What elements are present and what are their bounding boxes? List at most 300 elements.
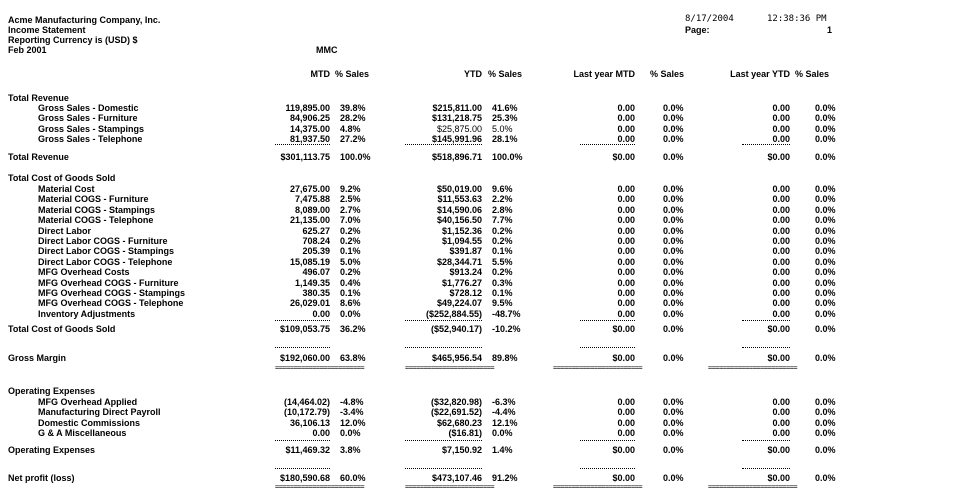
col-ytd: YTD (464, 69, 482, 79)
cell-ly-ytd: 0.00 (772, 215, 790, 226)
row-label: Gross Sales - Stampings (38, 123, 145, 134)
cell-ytd: $62,680.23 (436, 417, 482, 428)
cell-ly-mtd-pct: 0.0% (663, 267, 684, 278)
double-underline: ======================== (405, 364, 495, 372)
col-ly-mtd: Last year MTD (573, 69, 635, 79)
cell-ly-mtd: 0.00 (617, 277, 635, 288)
col-mtd: MTD (310, 69, 330, 79)
cell-ytd: ($16.81) (448, 428, 482, 439)
cell-ly-mtd-pct: 0.0% (663, 194, 684, 205)
cell-ytd: $28,344.71 (436, 256, 482, 267)
row-label: Gross Margin (8, 353, 67, 363)
cell-ly-mtd-pct: 0.0% (663, 184, 684, 194)
cell-ly-mtd: 0.00 (617, 225, 635, 236)
section-title-revenue: Total Revenue (8, 93, 69, 103)
cell-mtd: 36,106.13 (289, 417, 330, 428)
subtotal-rule (580, 440, 635, 441)
row-label: Material COGS - Stampings (38, 204, 156, 215)
cell-ly-ytd-pct: 0.0% (815, 194, 836, 205)
cell-ytd: $1,152.36 (441, 225, 482, 236)
double-underline: ======================== (708, 483, 798, 491)
cell-mtd-pct: 0.1% (340, 288, 361, 298)
cell-ly-mtd-pct: 0.0% (663, 113, 684, 124)
cell-mtd-pct: 36.2% (340, 324, 366, 334)
line-item-row (0, 194, 961, 204)
cell-ly-mtd: $0.00 (612, 445, 635, 455)
cell-mtd-pct: 0.0% (340, 308, 361, 319)
cell-ytd-pct: 28.1% (492, 134, 518, 145)
cell-ytd: $391.87 (449, 246, 482, 257)
line-item-row (0, 309, 961, 319)
cell-ly-mtd: 0.00 (617, 204, 635, 215)
cell-ytd: $11,553.63 (437, 194, 482, 205)
cell-ly-ytd-pct: 0.0% (815, 134, 836, 145)
row-label: Gross Sales - Furniture (38, 113, 138, 124)
row-label: Net profit (loss) (8, 473, 75, 483)
cell-mtd-pct: 60.0% (340, 473, 366, 483)
line-item-row (0, 418, 961, 428)
cell-ly-mtd-pct: 0.0% (663, 407, 684, 418)
cell-ytd: $728.12 (449, 288, 482, 298)
cell-ly-ytd: $0.00 (767, 353, 790, 363)
row-label: MFG Overhead Costs (38, 267, 130, 278)
cell-ytd: ($32,820.98) (430, 397, 482, 407)
cell-ly-mtd: 0.00 (617, 184, 635, 194)
cell-ytd-pct: -6.3% (492, 397, 516, 407)
cell-mtd-pct: 7.0% (340, 215, 361, 226)
cell-ytd-pct: 100.0% (492, 152, 523, 162)
cell-mtd: $301,113.75 (280, 152, 330, 162)
line-item-row (0, 257, 961, 267)
cell-ytd-pct: 12.1% (492, 417, 518, 428)
cell-ytd-pct: -48.7% (492, 308, 521, 319)
subtotal-rule (580, 468, 635, 469)
cell-ly-ytd-pct: 0.0% (815, 123, 836, 134)
gross-margin-row (0, 353, 961, 363)
cell-ly-mtd-pct: 0.0% (663, 236, 684, 246)
net-profit-row (0, 473, 961, 483)
line-item-row (0, 267, 961, 277)
row-label: Direct Labor (38, 225, 92, 236)
cell-mtd-pct: 100.0% (340, 152, 371, 162)
report-date: 8/17/2004 (685, 14, 734, 24)
cell-ytd-pct: 9.6% (492, 184, 513, 194)
cell-mtd-pct: 2.5% (340, 194, 361, 205)
cell-mtd-pct: 39.8% (340, 103, 366, 113)
cell-ytd-pct: 25.3% (492, 113, 518, 124)
cell-mtd: 0.00 (312, 308, 330, 319)
subtotal-rule (742, 440, 790, 441)
cell-mtd-pct: 2.7% (340, 204, 361, 215)
cell-ly-ytd-pct: 0.0% (815, 267, 836, 278)
cell-ly-mtd-pct: 0.0% (663, 428, 684, 439)
cell-ly-ytd: 0.00 (772, 397, 790, 407)
cell-ytd: $40,156.50 (436, 215, 482, 226)
cell-ytd-pct: 89.8% (492, 353, 518, 363)
cell-ly-mtd-pct: 0.0% (663, 256, 684, 267)
cell-ly-ytd: $0.00 (767, 445, 790, 455)
cell-ly-mtd: 0.00 (617, 256, 635, 267)
line-item-row (0, 278, 961, 288)
cell-mtd-pct: 0.2% (340, 236, 361, 246)
line-item-row (0, 113, 961, 123)
cell-ly-ytd-pct: 0.0% (815, 184, 836, 194)
double-underline: ======================== (708, 364, 798, 372)
line-item-row (0, 428, 961, 438)
cell-ly-mtd-pct: 0.0% (663, 134, 684, 145)
cell-mtd: 8,089.00 (294, 204, 330, 215)
cell-ly-ytd-pct: 0.0% (815, 445, 836, 455)
row-label: Operating Expenses (8, 445, 96, 455)
cell-ly-ytd: $0.00 (767, 473, 790, 483)
row-label: Direct Labor COGS - Stampings (38, 246, 175, 257)
subtotal-rule (275, 347, 330, 348)
cell-ly-ytd-pct: 0.0% (815, 407, 836, 418)
section-total-row (0, 152, 961, 162)
cell-ly-mtd-pct: 0.0% (663, 152, 684, 162)
cell-ly-mtd-pct: 0.0% (663, 288, 684, 298)
cell-ly-ytd: 0.00 (772, 184, 790, 194)
line-item-row (0, 226, 961, 236)
cell-ly-ytd-pct: 0.0% (815, 308, 836, 319)
cell-ytd: $145,991.96 (431, 134, 482, 145)
currency-note: Reporting Currency is (USD) $ (8, 35, 138, 45)
double-underline: ======================== (275, 364, 365, 372)
cell-ytd-pct: 2.2% (492, 194, 513, 205)
cell-ly-ytd: 0.00 (772, 225, 790, 236)
cell-ytd: ($252,884.55) (425, 308, 482, 319)
cell-mtd-pct: 9.2% (340, 184, 361, 194)
report-period: Feb 2001 (8, 45, 47, 55)
cell-ly-mtd-pct: 0.0% (663, 298, 684, 309)
cell-ytd: $7,150.92 (441, 445, 482, 455)
row-label: Material COGS - Furniture (38, 194, 149, 205)
cell-mtd-pct: -4.8% (340, 397, 364, 407)
cell-ly-ytd: $0.00 (767, 324, 790, 334)
cell-ytd: $49,224.07 (436, 298, 482, 309)
cell-ly-ytd-pct: 0.0% (815, 397, 836, 407)
cell-ly-mtd: 0.00 (617, 417, 635, 428)
section-total-row (0, 324, 961, 334)
cell-ly-ytd: 0.00 (772, 103, 790, 113)
cell-mtd: 26,029.01 (289, 298, 330, 309)
cell-ytd-pct: 2.8% (492, 204, 513, 215)
cell-ly-ytd: 0.00 (772, 256, 790, 267)
cell-ly-ytd-pct: 0.0% (815, 246, 836, 257)
row-label: Total Revenue (8, 152, 69, 162)
cell-mtd: $192,060.00 (279, 353, 330, 363)
cell-ytd-pct: -10.2% (492, 324, 521, 334)
cell-ly-ytd: 0.00 (772, 277, 790, 288)
row-label: Gross Sales - Telephone (38, 134, 143, 145)
cell-mtd-pct: 8.6% (340, 298, 361, 309)
cell-mtd: (14,464.02) (283, 397, 330, 407)
subtotal-rule (742, 347, 790, 348)
cell-ly-mtd: 0.00 (617, 194, 635, 205)
cell-ly-ytd-pct: 0.0% (815, 353, 836, 363)
cell-ly-mtd-pct: 0.0% (663, 246, 684, 257)
double-underline: ======================== (553, 483, 643, 491)
cell-ly-mtd: 0.00 (617, 123, 635, 134)
cell-mtd: 27,675.00 (289, 184, 330, 194)
cell-ytd: $14,590.06 (436, 204, 482, 215)
cell-ly-mtd: 0.00 (617, 428, 635, 439)
page-number: 1 (826, 25, 832, 35)
cell-ly-ytd-pct: 0.0% (815, 256, 836, 267)
col-ly-mtd-pct: % Sales (650, 69, 685, 79)
cell-ly-mtd: 0.00 (617, 308, 635, 319)
section-total-row (0, 445, 961, 455)
cell-ly-mtd-pct: 0.0% (663, 103, 684, 113)
cell-ly-ytd: 0.00 (772, 288, 790, 298)
cell-mtd: 708.24 (302, 236, 330, 246)
line-item-row (0, 215, 961, 225)
cell-ly-ytd-pct: 0.0% (815, 236, 836, 246)
subtotal-rule (275, 440, 330, 441)
cell-mtd-pct: 0.1% (340, 246, 361, 257)
row-label: MFG Overhead Applied (38, 397, 138, 407)
cell-ytd: ($22,691.52) (430, 407, 482, 418)
cell-ly-mtd-pct: 0.0% (663, 204, 684, 215)
cell-ly-mtd: $0.00 (612, 353, 635, 363)
cell-mtd: 21,135.00 (289, 215, 330, 226)
cell-ly-mtd-pct: 0.0% (663, 324, 684, 334)
line-item-row (0, 236, 961, 246)
cell-ly-ytd: 0.00 (772, 113, 790, 124)
cell-ytd: $215,811.00 (432, 103, 482, 113)
cell-ly-mtd-pct: 0.0% (663, 277, 684, 288)
cell-ly-mtd-pct: 0.0% (663, 308, 684, 319)
cell-ly-ytd-pct: 0.0% (815, 225, 836, 236)
cell-ly-mtd-pct: 0.0% (663, 123, 684, 134)
subtotal-rule (742, 144, 790, 145)
row-label: Direct Labor COGS - Telephone (38, 256, 173, 267)
cell-ly-ytd: 0.00 (772, 236, 790, 246)
line-item-row (0, 124, 961, 134)
cell-ytd-pct: 0.1% (492, 288, 513, 298)
page-label: Page: (685, 25, 710, 35)
cell-ly-ytd-pct: 0.0% (815, 215, 836, 226)
cell-ly-ytd: 0.00 (772, 428, 790, 439)
line-item-row (0, 397, 961, 407)
column-headers (0, 69, 961, 79)
line-item-row (0, 184, 961, 194)
cell-ytd-pct: 91.2% (492, 473, 518, 483)
row-label: Gross Sales - Domestic (38, 103, 139, 113)
subtotal-rule (405, 347, 482, 348)
entity-code: MMC (316, 45, 338, 55)
row-label: MFG Overhead COGS - Furniture (38, 277, 179, 288)
cell-ytd: ($52,940.17) (430, 324, 482, 334)
cell-ly-ytd: 0.00 (772, 407, 790, 418)
cell-mtd: 81,937.50 (289, 134, 330, 145)
double-underline: ======================== (553, 364, 643, 372)
row-label: Manufacturing Direct Payroll (38, 407, 161, 418)
cell-ly-mtd-pct: 0.0% (663, 417, 684, 428)
subtotal-rule (580, 320, 635, 321)
cell-ytd: $131,218.75 (431, 113, 482, 124)
cell-mtd-pct: 0.2% (340, 225, 361, 236)
cell-mtd-pct: 28.2% (340, 113, 366, 124)
cell-ytd: $473,107.46 (431, 473, 482, 483)
cell-ytd-pct: 0.3% (492, 277, 513, 288)
cell-ly-ytd-pct: 0.0% (815, 298, 836, 309)
line-item-row (0, 298, 961, 308)
cell-ly-ytd-pct: 0.0% (815, 113, 836, 124)
cell-ly-mtd: $0.00 (612, 152, 635, 162)
row-label: MFG Overhead COGS - Stampings (38, 288, 186, 298)
cell-ly-ytd: 0.00 (772, 308, 790, 319)
cell-mtd: 7,475.88 (294, 194, 330, 205)
col-ly-ytd-pct: % Sales (795, 69, 830, 79)
cell-mtd-pct: 5.0% (340, 256, 361, 267)
cell-ytd-pct: 9.5% (492, 298, 513, 309)
cell-ytd: $1,776.27 (441, 277, 482, 288)
cell-ly-ytd: 0.00 (772, 417, 790, 428)
col-mtd-pct: % Sales (335, 69, 370, 79)
subtotal-rule (742, 468, 790, 469)
line-item-row (0, 134, 961, 144)
subtotal-rule (275, 320, 330, 321)
cell-ly-mtd: 0.00 (617, 236, 635, 246)
cell-mtd: 15,085.19 (289, 256, 330, 267)
cell-ly-ytd: 0.00 (772, 204, 790, 215)
cell-ly-ytd-pct: 0.0% (815, 473, 836, 483)
cell-ly-mtd: 0.00 (617, 267, 635, 278)
cell-ly-mtd-pct: 0.0% (663, 445, 684, 455)
cell-ly-mtd-pct: 0.0% (663, 353, 684, 363)
row-label: Total Cost of Goods Sold (8, 324, 116, 334)
cell-ly-ytd: 0.00 (772, 267, 790, 278)
company-name: Acme Manufacturing Company, Inc. (8, 15, 161, 25)
subtotal-rule (275, 144, 330, 145)
cell-mtd: $11,469.32 (285, 445, 330, 455)
cell-ly-mtd: 0.00 (617, 288, 635, 298)
cell-ly-ytd-pct: 0.0% (815, 428, 836, 439)
cell-mtd-pct: 0.4% (340, 277, 361, 288)
cell-ly-mtd: 0.00 (617, 397, 635, 407)
cell-mtd-pct: 27.2% (340, 134, 366, 145)
cell-ytd-pct: -4.4% (492, 407, 516, 418)
cell-mtd: 625.27 (302, 225, 330, 236)
cell-ytd-pct: 0.2% (492, 225, 513, 236)
row-label: Inventory Adjustments (38, 308, 136, 319)
cell-ytd: $913.24 (449, 267, 482, 278)
cell-ly-mtd: 0.00 (617, 215, 635, 226)
cell-mtd-pct: 0.0% (340, 428, 361, 439)
cell-ly-mtd: $0.00 (612, 473, 635, 483)
row-label: Material Cost (38, 184, 95, 194)
cell-ly-ytd-pct: 0.0% (815, 417, 836, 428)
cell-ly-mtd: 0.00 (617, 298, 635, 309)
report-title: Income Statement (8, 25, 86, 35)
subtotal-rule (275, 468, 330, 469)
cell-ly-mtd: 0.00 (617, 113, 635, 124)
cell-mtd: $109,053.75 (279, 324, 330, 334)
double-underline: ======================== (405, 483, 495, 491)
cell-ly-ytd: 0.00 (772, 246, 790, 257)
cell-mtd: 380.35 (302, 288, 330, 298)
row-label: G & A Miscellaneous (38, 428, 127, 439)
cell-mtd-pct: 3.8% (340, 445, 361, 455)
subtotal-rule (405, 440, 482, 441)
subtotal-rule (580, 144, 635, 145)
cell-mtd: 1,149.35 (294, 277, 330, 288)
section-title-operating: Operating Expenses (8, 386, 96, 396)
subtotal-rule (405, 144, 482, 145)
section-title-cogs: Total Cost of Goods Sold (8, 173, 116, 183)
line-item-row (0, 407, 961, 417)
cell-ytd-pct: 0.0% (492, 428, 513, 439)
cell-ly-mtd-pct: 0.0% (663, 225, 684, 236)
cell-ly-ytd-pct: 0.0% (815, 324, 836, 334)
cell-ly-ytd-pct: 0.0% (815, 288, 836, 298)
subtotal-rule (580, 347, 635, 348)
cell-ly-ytd: 0.00 (772, 123, 790, 134)
cell-mtd: 496.07 (302, 267, 330, 278)
cell-ytd-pct: 41.6% (492, 103, 518, 113)
double-underline: ======================== (275, 483, 365, 491)
cell-ly-mtd-pct: 0.0% (663, 473, 684, 483)
cell-ly-mtd: 0.00 (617, 407, 635, 418)
cell-ly-ytd-pct: 0.0% (815, 152, 836, 162)
cell-ly-mtd: $0.00 (612, 324, 635, 334)
cell-ly-ytd-pct: 0.0% (815, 277, 836, 288)
cell-ytd-pct: 0.2% (492, 236, 513, 246)
cell-ytd: $25,875.00 (436, 123, 482, 134)
cell-mtd: 119,895.00 (285, 103, 330, 113)
cell-ly-mtd: 0.00 (617, 246, 635, 257)
cell-mtd: (10,172.79) (283, 407, 330, 418)
cell-mtd: 205.39 (302, 246, 330, 257)
row-label: Direct Labor COGS - Furniture (38, 236, 168, 246)
line-item-row (0, 246, 961, 256)
report-time: 12:38:36 PM (767, 14, 827, 24)
cell-ly-ytd: 0.00 (772, 298, 790, 309)
cell-ly-ytd-pct: 0.0% (815, 103, 836, 113)
cell-ytd-pct: 5.5% (492, 256, 513, 267)
subtotal-rule (742, 320, 790, 321)
col-ly-ytd: Last year YTD (730, 69, 790, 79)
cell-ly-ytd: 0.00 (772, 134, 790, 145)
row-label: Material COGS - Telephone (38, 215, 154, 226)
cell-ly-ytd: 0.00 (772, 194, 790, 205)
cell-mtd: 14,375.00 (289, 123, 330, 134)
col-ytd-pct: % Sales (488, 69, 523, 79)
line-item-row (0, 103, 961, 113)
cell-ytd: $1,094.55 (441, 236, 482, 246)
subtotal-rule (405, 468, 482, 469)
cell-ly-mtd-pct: 0.0% (663, 397, 684, 407)
cell-ly-mtd: 0.00 (617, 134, 635, 145)
cell-ytd-pct: 7.7% (492, 215, 513, 226)
cell-ytd: $465,956.54 (431, 353, 482, 363)
cell-mtd: $180,590.68 (279, 473, 330, 483)
cell-ytd-pct: 5.0% (492, 123, 513, 134)
cell-ytd: $50,019.00 (436, 184, 482, 194)
cell-mtd-pct: 4.8% (340, 123, 361, 134)
cell-mtd-pct: 63.8% (340, 353, 366, 363)
line-item-row (0, 288, 961, 298)
row-label: Domestic Commissions (38, 417, 141, 428)
cell-ly-mtd-pct: 0.0% (663, 215, 684, 226)
cell-ytd-pct: 0.2% (492, 267, 513, 278)
cell-mtd-pct: -3.4% (340, 407, 364, 418)
cell-ytd-pct: 1.4% (492, 445, 513, 455)
cell-ytd: $518,896.71 (431, 152, 482, 162)
cell-ly-ytd: $0.00 (767, 152, 790, 162)
row-label: MFG Overhead COGS - Telephone (38, 298, 184, 309)
